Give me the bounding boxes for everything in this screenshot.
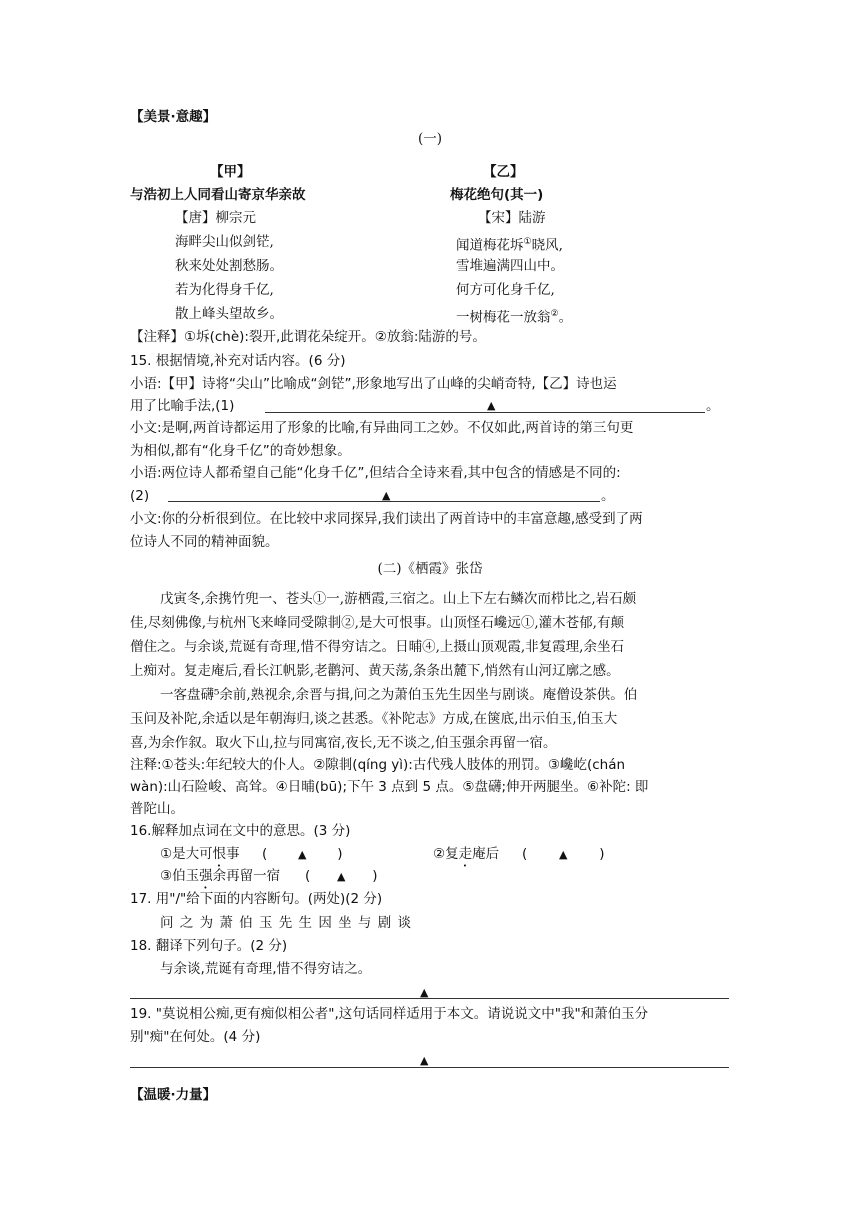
poem-jia-line: 散上峰头望故乡。 (175, 306, 283, 322)
poem-yi-line: 一树梅花一放翁②。 (456, 309, 573, 326)
poem-jia-title: 与浩初上人同看山寄京华亲故 (130, 187, 306, 203)
answer-line-18[interactable] (130, 998, 729, 999)
poem-jia-author: 【唐】柳宗元 (175, 210, 256, 226)
q15-dialog-line: 小语:两位诗人都希望自己能“化身千亿”,但结合全诗来看,其中包含的情感是不同的: (130, 465, 621, 481)
poem-jia-line: 若为化得身千亿, (175, 282, 274, 298)
passage-line: 一客盘礴⁵余前,熟视余,余晋与揖,问之为萧伯玉先生因坐与剧谈。庵僧设茶供。伯 (160, 687, 638, 703)
answer-line-19[interactable] (130, 1067, 729, 1068)
passage-notes: 普陀山。 (130, 801, 184, 817)
poem-notes: 【注释】①坼(chè):裂开,此谓花朵绽开。②放翁:陆游的号。 (130, 329, 486, 345)
answer-blank-1[interactable] (265, 412, 705, 413)
poem-yi-line: 雪堆遍满四山中。 (456, 258, 564, 274)
poem-jia-line: 海畔尖山似剑铓, (175, 234, 274, 250)
q15-dialog-line: 用了比喻手法,(1) (130, 398, 235, 414)
passage-line: 上痴对。复走庵后,看长江帆影,老鹳河、黄天荡,条条出麓下,悄然有山河辽廓之感。 (130, 663, 620, 679)
question-18-stem: 18. 翻译下列句子。(2 分) (130, 938, 288, 954)
question-16-stem: 16.解释加点词在文中的意思。(3 分) (130, 823, 351, 839)
q16-blank-1[interactable]: ( ▲ ) (262, 846, 343, 862)
passage-line: 喜,为余作叙。取火下山,拉与同寓宿,夜长,无不谈之,伯玉强余再留一宿。 (130, 735, 557, 751)
passage-line: 戊寅冬,余携竹兜一、苍头①一,游栖霞,三宿之。山上下左右鳞次而栉比之,岩石颇 (160, 591, 637, 607)
q15-dialog-line: 位诗人不同的精神面貌。 (130, 534, 279, 550)
part1-heading: (一) (417, 131, 443, 147)
q15-dialog-line: 小文:你的分析很到位。在比较中求同探异,我们读出了两首诗中的丰富意趣,感受到了两 (130, 511, 643, 527)
answer-marker: ▲ (382, 489, 391, 502)
passage-notes: 注释:①苍头:年纪较大的仆人。②隙剕(qíng yì):古代残人肢体的刑罚。③巉屹(chán (130, 757, 626, 773)
q15-dialog-line: (2) (130, 488, 150, 504)
q15-dialog-line: 小语:【甲】诗将“尖山”比喻成“剑铓”,形象地写出了山峰的尖峭奇特,【乙】诗也运 (130, 376, 617, 392)
poem-jia-line: 秋来处处割愁肠。 (175, 258, 283, 274)
poem-yi-label: 【乙】 (483, 164, 524, 180)
poem-yi-title: 梅花绝句(其一) (450, 187, 544, 203)
question-15-stem: 15. 根据情境,补充对话内容。(6 分) (130, 353, 346, 369)
poem-yi-line: 闻道梅花坼①晓风, (456, 237, 563, 254)
poem-yi-line: 何方可化身千亿, (456, 282, 555, 298)
question-19-stem: 19. "莫说相公痴,更有痴似相公者",这句话同样适用于本文。请说说文中"我"和萧伯玉分 (130, 1006, 649, 1022)
q16-item-2: ②复走庵后 (433, 846, 500, 862)
question-17-stem: 17. 用"/"给下面的内容断句。(两处)(2 分) (130, 891, 383, 907)
q16-item-1: ①是大可恨事 (160, 846, 240, 862)
q15-punct: 。 (601, 488, 615, 504)
q15-punct: 。 (706, 398, 720, 414)
q16-item-3: ③伯玉强余再留一宿 (160, 868, 281, 884)
section-title-warmth: 【温暖·力量】 (130, 1087, 217, 1103)
q16-blank-3[interactable]: ( ▲ ) (305, 868, 378, 884)
q15-dialog-line: 为相似,都有“化身千亿”的奇妙想象。 (130, 443, 351, 459)
section-title-scenery: 【美景·意趣】 (130, 109, 217, 125)
passage-line: 僧住之。与余谈,荒诞有奇理,惜不得穷诘之。日晡④,上摄山顶观霞,非复霞理,余坐石 (130, 639, 624, 655)
answer-marker: ▲ (420, 986, 429, 999)
answer-marker: ▲ (487, 399, 496, 412)
passage-line: 玉问及补陀,余适以是年朝海归,谈之甚悉。《补陀志》方成,在箧底,出示伯玉,伯玉大 (130, 711, 618, 727)
poem-jia-label: 【甲】 (210, 164, 251, 180)
q15-dialog-line: 小文:是啊,两首诗都运用了形象的比喻,有异曲同工之妙。不仅如此,两首诗的第三句更 (130, 420, 634, 436)
question-19-stem: 别"痴"在何处。(4 分) (130, 1029, 261, 1045)
part2-heading: (二)《栖霞》张岱 (377, 561, 483, 577)
passage-line: 佳,尽刻佛像,与杭州飞来峰同受隙剕②,是大可恨事。山顶怪石巉远①,灌木苍郁,有颠 (130, 615, 624, 631)
passage-notes: wàn):山石险峻、高耸。④日晡(bū);下午 3 点到 5 点。⑤盘礴;伸开两腿坐。⑥补陀: 即 (130, 779, 649, 795)
q17-sentence: 问 之 为 萧 伯 玉 先 生 因 坐 与 剧 谈 (160, 915, 411, 931)
q16-blank-2[interactable]: ( ▲ ) (522, 846, 605, 862)
answer-marker: ▲ (420, 1054, 429, 1067)
poem-yi-author: 【宋】陆游 (478, 210, 546, 226)
q18-sentence: 与余谈,荒诞有奇理,惜不得穷诘之。 (160, 961, 372, 977)
